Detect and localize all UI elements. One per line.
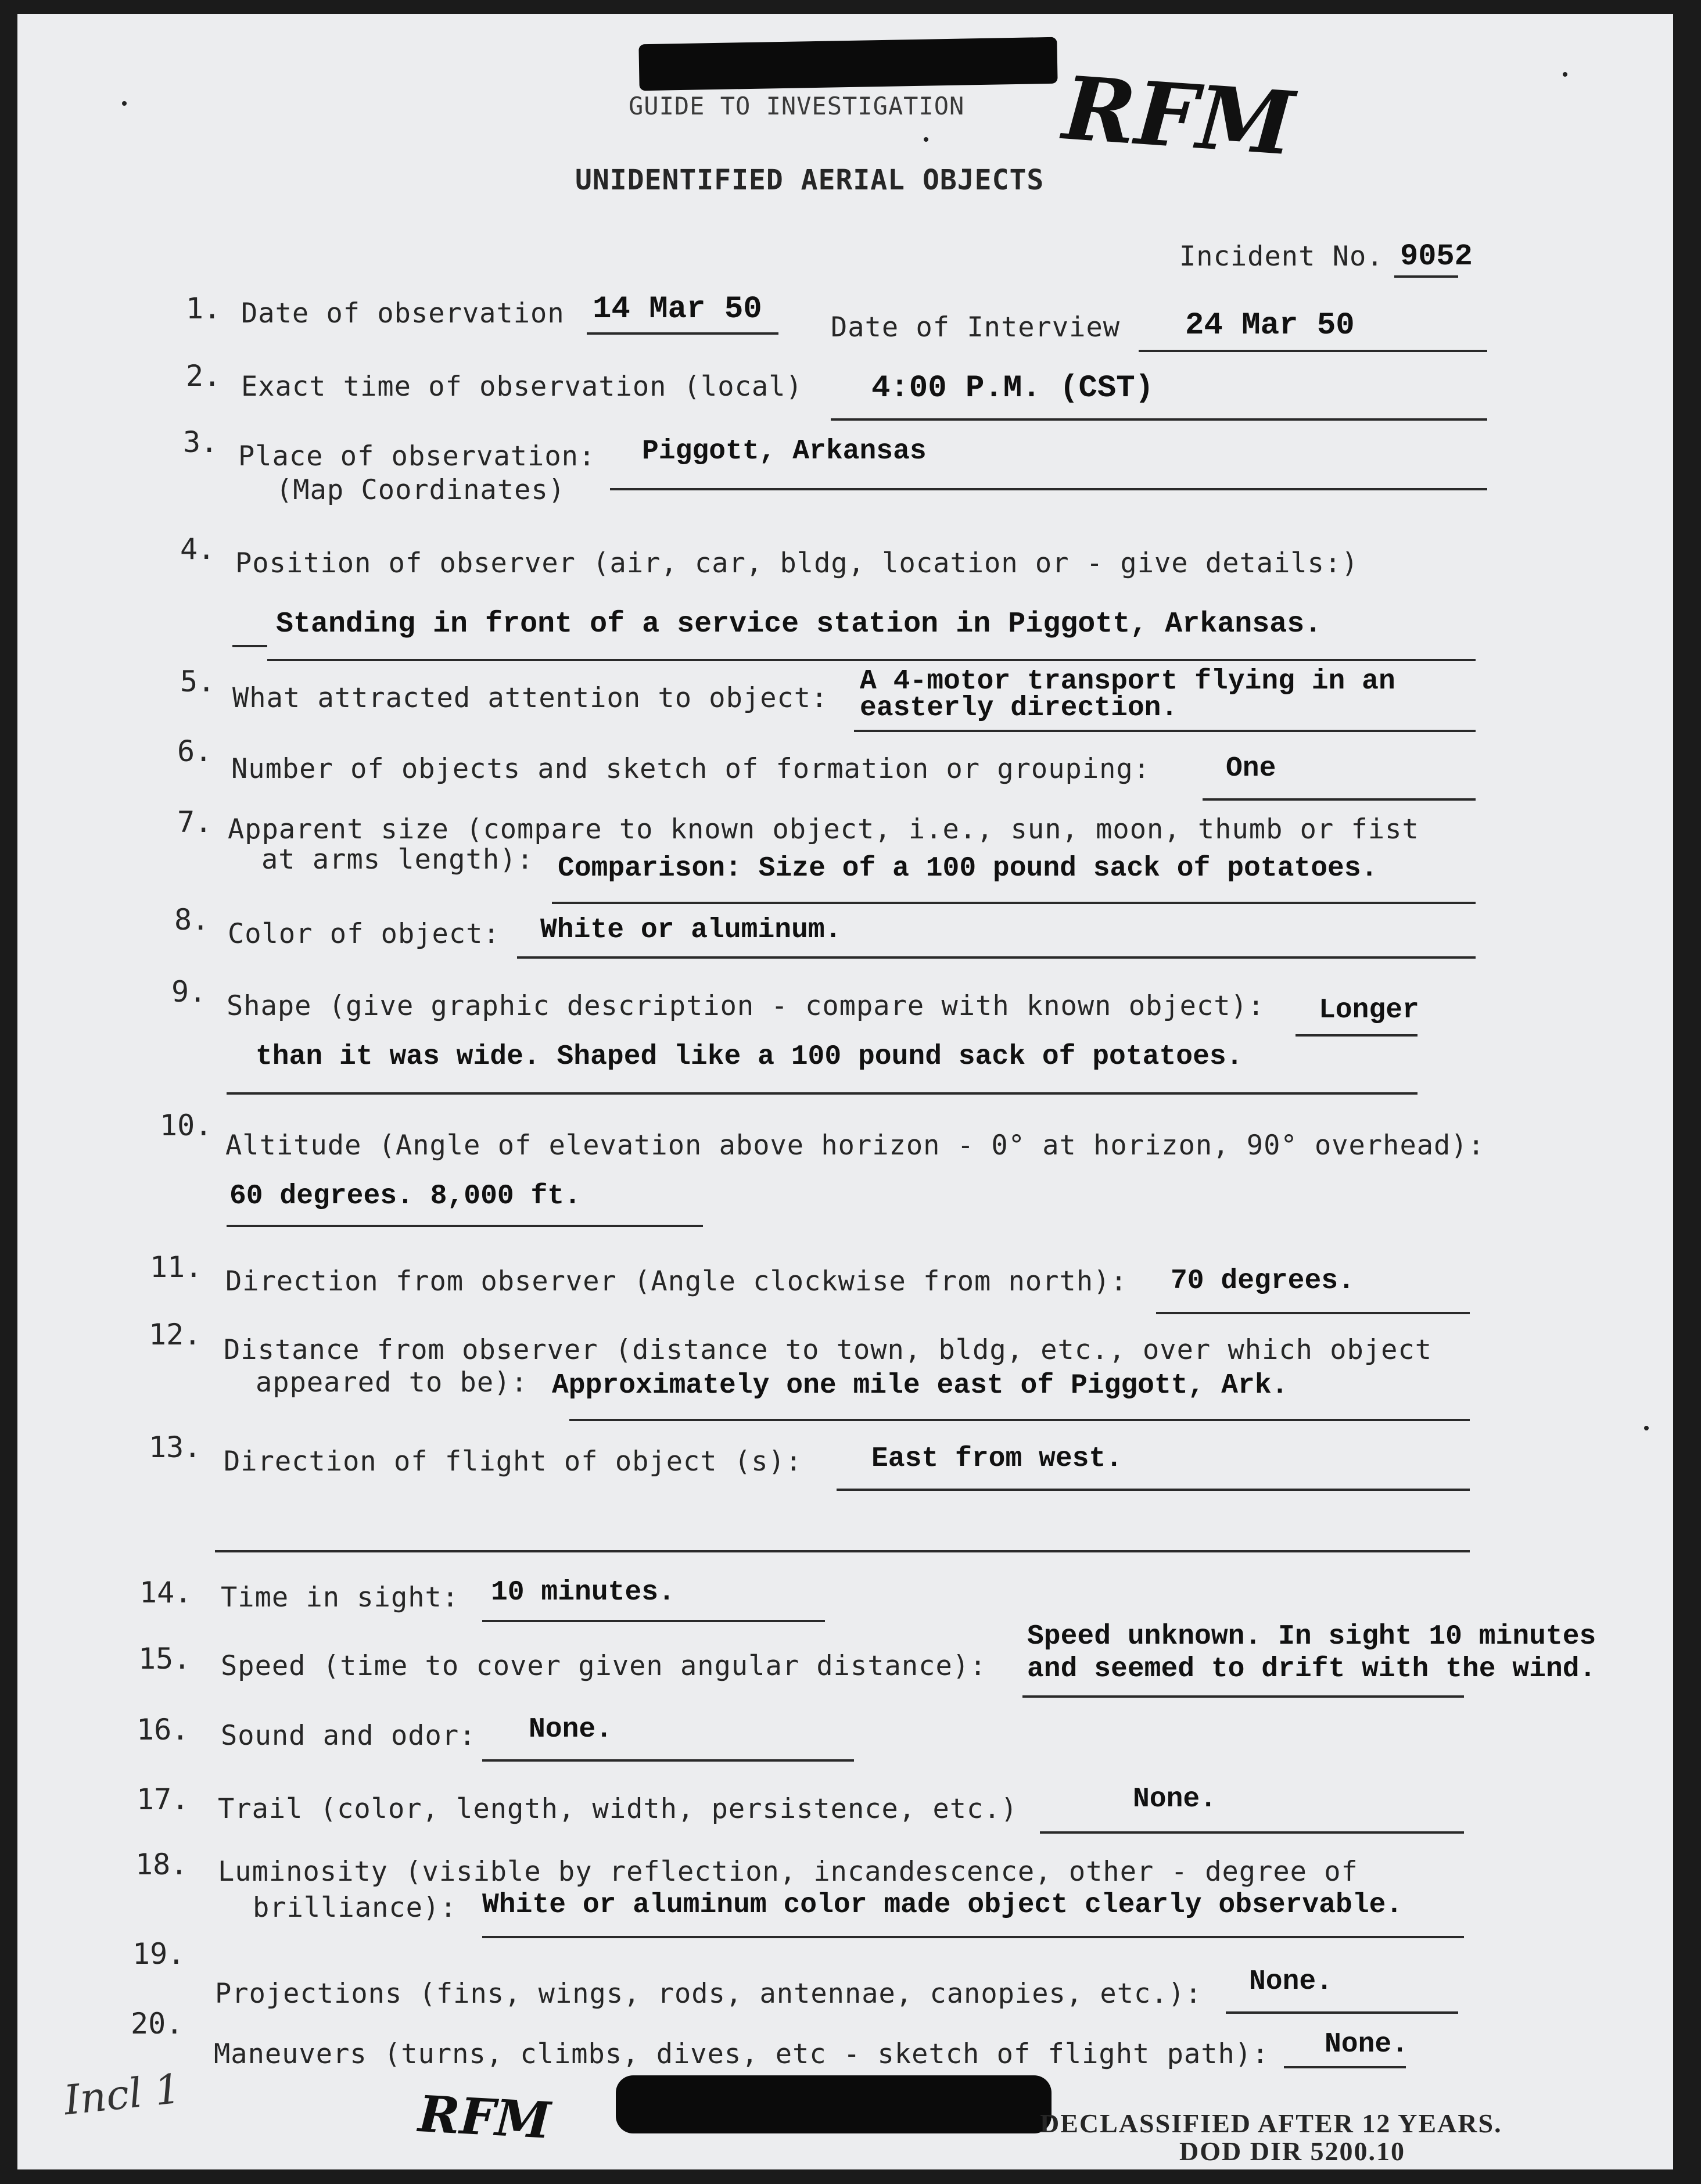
item-4-answer: Standing in front of a service station in Piggott, Arkansas.: [276, 608, 1322, 641]
item-3-sublabel: (Map Coordinates): [276, 474, 566, 506]
item-1-answer2: 24 Mar 50: [1185, 308, 1355, 343]
item-12-label: Distance from observer (distance to town, bldg, etc., over which object: [224, 1334, 1433, 1366]
item-6-rule: [1203, 798, 1476, 801]
guide-title: GUIDE TO INVESTIGATION: [629, 92, 965, 120]
item-15-label: Speed (time to cover given angular distance):: [221, 1650, 987, 1682]
item-9-answer-line2: than it was wide. Shaped like a 100 pound sack of potatoes.: [256, 1041, 1243, 1073]
item-19-answer: None.: [1249, 1966, 1333, 1997]
item-9-rule: [1296, 1034, 1418, 1037]
item-18-label: Luminosity (visible by reflection, incandescence, other - degree of: [218, 1856, 1358, 1888]
item-17-rule: [1040, 1831, 1464, 1834]
item-6-number: 6.: [177, 734, 213, 768]
item-20-answer: None.: [1325, 2029, 1409, 2060]
item-10-answer: 60 degrees. 8,000 ft.: [229, 1181, 581, 1212]
item-3-label: Place of observation:: [238, 440, 596, 472]
item-8-answer: White or aluminum.: [540, 915, 842, 946]
item-18-number: 18.: [135, 1848, 188, 1881]
item-9-rule2: [227, 1092, 1418, 1095]
item-5-answer: A 4-motor transport flying in an: [860, 666, 1395, 697]
item-20-number: 20.: [131, 2007, 184, 2040]
item-15-answer: Speed unknown. In sight 10 minutes: [1027, 1621, 1596, 1652]
item-18-answer: White or aluminum color made object clearly observable.: [482, 1889, 1403, 1921]
item-1-rule2: [1139, 350, 1487, 352]
item-11-number: 11.: [150, 1250, 203, 1284]
item-3-answer: Piggott, Arkansas: [642, 436, 927, 467]
item-12-sublabel: appeared to be):: [256, 1367, 528, 1398]
item-13-number: 13.: [149, 1430, 202, 1464]
document-page: [17, 14, 1673, 2169]
item-12-answer: Approximately one mile east of Piggott, Ark.: [552, 1370, 1289, 1401]
item-15-answer-line2: and seemed to drift with the wind.: [1027, 1654, 1596, 1685]
item-18-sublabel: brilliance):: [253, 1892, 457, 1924]
item-16-number: 16.: [137, 1713, 189, 1747]
item-20-label: Maneuvers (turns, climbs, dives, etc - sketch of flight path):: [214, 2038, 1269, 2070]
item-19-number: 19.: [132, 1937, 185, 1971]
item-2-number: 2.: [186, 359, 221, 393]
item-17-answer: None.: [1133, 1784, 1217, 1815]
declassified-stamp-line1: DECLASSIFIED AFTER 12 YEARS.: [1040, 2108, 1502, 2138]
item-8-label: Color of object:: [228, 918, 500, 950]
item-6-label: Number of objects and sketch of formation or grouping:: [231, 753, 1151, 785]
item-1-rule: [587, 332, 778, 335]
item-3-number: 3.: [183, 425, 218, 459]
item-13-answer: East from west.: [871, 1443, 1123, 1475]
item-1-label: Date of observation: [241, 297, 565, 329]
item-19-label: Projections (fins, wings, rods, antennae, canopies, etc.):: [215, 1978, 1203, 2010]
item-9-answer: Longer: [1319, 995, 1419, 1026]
item-5-answer-line2: easterly direction.: [860, 693, 1178, 724]
item-16-rule: [482, 1759, 854, 1762]
item-4-lead-rule: [232, 645, 267, 647]
speck: [1644, 1426, 1649, 1430]
item-17-label: Trail (color, length, width, persistence, etc.): [218, 1793, 1018, 1825]
item-20-rule: [1284, 2066, 1406, 2068]
item-1-label2: Date of Interview: [831, 311, 1121, 343]
incident-label: Incident No.: [1179, 241, 1384, 272]
item-18-rule: [482, 1936, 1464, 1938]
item-14-label: Time in sight:: [221, 1581, 460, 1613]
item-12-rule: [569, 1419, 1470, 1421]
item-10-label: Altitude (Angle of elevation above horizon - 0° at horizon, 90° overhead):: [225, 1129, 1485, 1161]
handwritten-enclosure-note: Incl 1: [62, 2064, 183, 2125]
item-2-rule: [831, 418, 1487, 421]
incident-number: 9052: [1400, 239, 1473, 274]
item-16-label: Sound and odor:: [221, 1720, 476, 1752]
item-10-number: 10.: [160, 1109, 213, 1142]
item-5-label: What attracted attention to object:: [232, 682, 828, 714]
item-7-number: 7.: [177, 805, 213, 839]
item-2-answer: 4:00 P.M. (CST): [871, 371, 1154, 406]
item-19-rule: [1226, 2011, 1458, 2014]
item-14-answer: 10 minutes.: [491, 1577, 675, 1608]
item-13-label: Direction of flight of object (s):: [224, 1446, 803, 1477]
item-11-answer: 70 degrees.: [1171, 1265, 1355, 1297]
item-1-number: 1.: [186, 292, 221, 325]
declassified-stamp-line2: DOD DIR 5200.10: [1179, 2136, 1406, 2166]
item-6-answer: One: [1226, 753, 1276, 784]
item-15-rule: [1022, 1695, 1464, 1698]
item-4-rule: [267, 659, 1476, 661]
item-7-sublabel: at arms length):: [261, 844, 534, 876]
item-4-number: 4.: [180, 532, 216, 566]
item-14-rule: [482, 1620, 825, 1622]
speck: [122, 101, 127, 106]
item-10-rule: [227, 1225, 703, 1227]
item-3-rule: [610, 488, 1487, 490]
item-8-number: 8.: [174, 903, 210, 937]
item-9-number: 9.: [171, 975, 207, 1009]
item-5-number: 5.: [180, 665, 216, 698]
item-16-answer: None.: [529, 1714, 613, 1745]
speck: [924, 137, 928, 142]
handwritten-initials-bottom: RFM: [417, 2085, 552, 2150]
item-8-rule: [517, 956, 1476, 959]
item-7-label: Apparent size (compare to known object, i.e., sun, moon, thumb or fist: [228, 813, 1419, 845]
item-13-rule: [837, 1489, 1470, 1491]
item-11-rule: [1156, 1312, 1470, 1314]
item-4-label: Position of observer (air, car, bldg, location or - give details:): [235, 547, 1359, 579]
item-12-number: 12.: [149, 1318, 202, 1351]
item-11-label: Direction from observer (Angle clockwise from north):: [225, 1265, 1128, 1297]
item-7-rule: [552, 902, 1476, 904]
item-1-answer: 14 Mar 50: [593, 292, 762, 327]
item-2-label: Exact time of observation (local): [241, 371, 803, 403]
item-5-rule: [854, 730, 1476, 732]
item-15-number: 15.: [138, 1642, 191, 1676]
item-14-number: 14.: [139, 1576, 192, 1609]
speck: [1563, 72, 1567, 77]
item-9-label: Shape (give graphic description - compare with known object):: [227, 990, 1265, 1022]
item-17-number: 17.: [137, 1783, 189, 1816]
item-13-rule2: [215, 1550, 1470, 1552]
form-title: UNIDENTIFIED AERIAL OBJECTS: [575, 164, 1045, 196]
redaction-bar-top: [638, 37, 1057, 91]
handwritten-initials-top: RFM: [1060, 57, 1297, 175]
incident-underline: [1394, 275, 1458, 278]
item-7-answer: Comparison: Size of a 100 pound sack of potatoes.: [558, 853, 1378, 884]
redaction-bar-bottom: [616, 2075, 1052, 2133]
